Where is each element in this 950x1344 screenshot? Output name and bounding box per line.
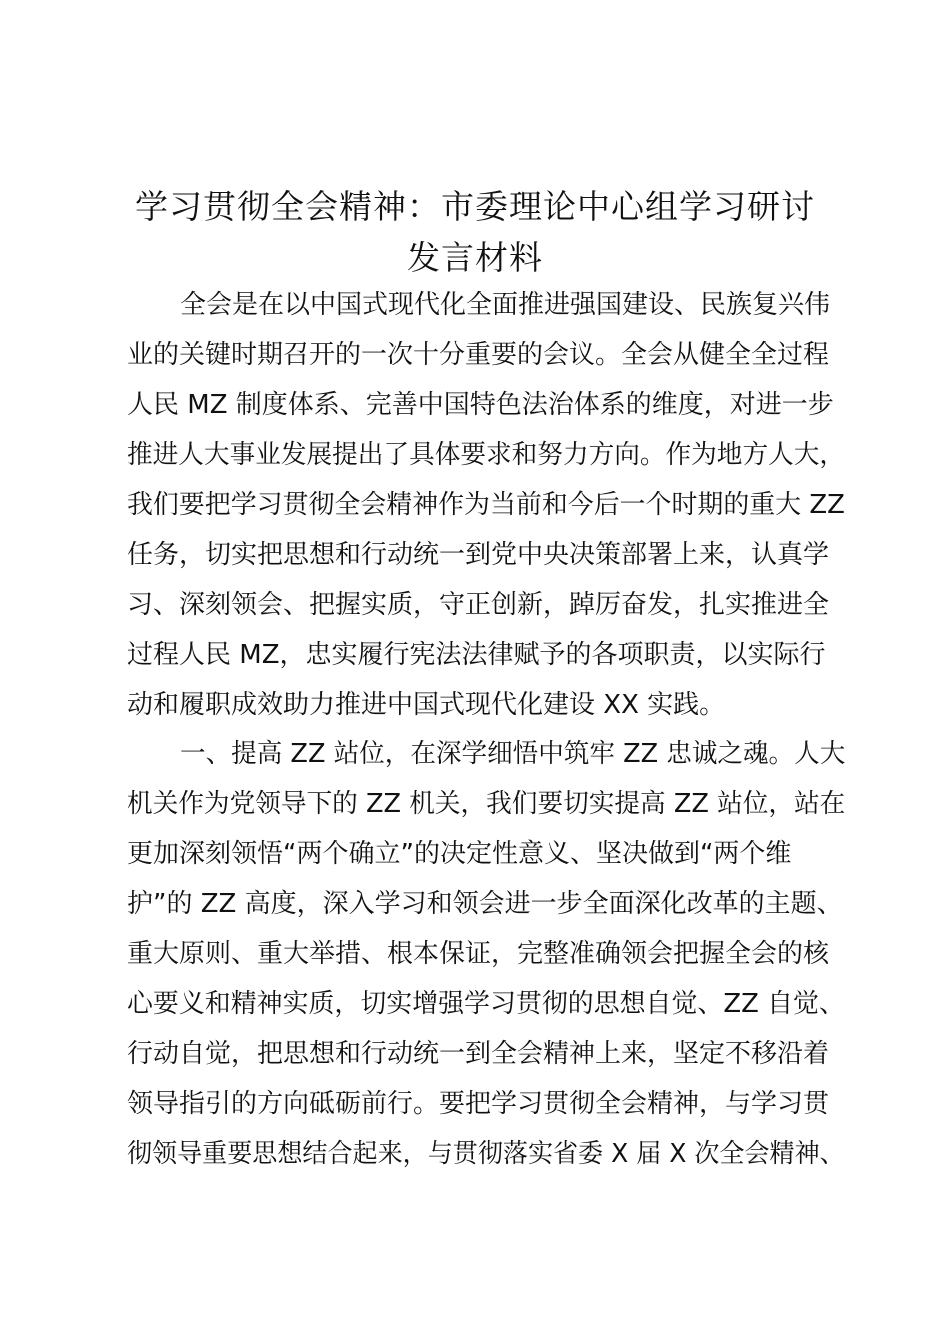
paragraph-2-line-7: 行动自觉，把思想和行动统一到全会精神上来，坚定不移沿着	[127, 1039, 830, 1069]
paragraph-2-line-5: 重大原则、重大举措、根本保证，完整准确领会把握全会的核	[127, 939, 830, 969]
paragraph-1-line-4: 推进人大事业发展提出了具体要求和努力方向。作为地方人大，	[127, 440, 846, 470]
paragraph-2-line-4: 护”的 ZZ 高度，深入学习和领会进一步全面深化改革的主题、	[127, 889, 843, 919]
paragraph-1-line-1: 全会是在以中国式现代化全面推进强国建设、民族复兴伟	[180, 290, 831, 320]
paragraph-2-line-1: 一、提高 ZZ 站位，在深学细悟中筑牢 ZZ 忠诚之魂。人大	[180, 739, 846, 769]
document-title-line-1: 学习贯彻全会精神：市委理论中心组学习研讨	[135, 187, 815, 226]
paragraph-1-line-9: 动和履职成效助力推进中国式现代化建设 XX 实践。	[127, 690, 726, 720]
paragraph-2-line-9: 彻领导重要思想结合起来，与贯彻落实省委 X 届 X 次全会精神、	[127, 1139, 845, 1169]
paragraph-1-line-7: 习、深刻领会、把握实质，守正创新，踔厉奋发，扎实推进全	[127, 590, 830, 620]
paragraph-1-line-2: 业的关键时期召开的一次十分重要的会议。全会从健全全过程	[127, 340, 830, 370]
paragraph-1-line-3: 人民 MZ 制度体系、完善中国特色法治体系的维度，对进一步	[127, 390, 834, 420]
paragraph-2-line-8: 领导指引的方向砥砺前行。要把学习贯彻全会精神，与学习贯	[127, 1089, 830, 1119]
paragraph-2-line-6: 心要义和精神实质，切实增强学习贯彻的思想自觉、ZZ 自觉、	[127, 989, 845, 1019]
paragraph-1-line-5: 我们要把学习贯彻全会精神作为当前和今后一个时期的重大 ZZ	[127, 490, 845, 520]
paragraph-2-line-3: 更加深刻领悟“两个确立”的决定性意义、坚决做到“两个维	[127, 839, 792, 869]
paragraph-2-line-2: 机关作为党领导下的 ZZ 机关，我们要切实提高 ZZ 站位，站在	[127, 789, 846, 819]
paragraph-1-line-6: 任务，切实把思想和行动统一到党中央决策部署上来，认真学	[127, 540, 830, 570]
document-title-line-2: 发言材料	[407, 238, 543, 277]
paragraph-1-line-8: 过程人民 MZ，忠实履行宪法法律赋予的各项职责，以实际行	[127, 640, 826, 670]
